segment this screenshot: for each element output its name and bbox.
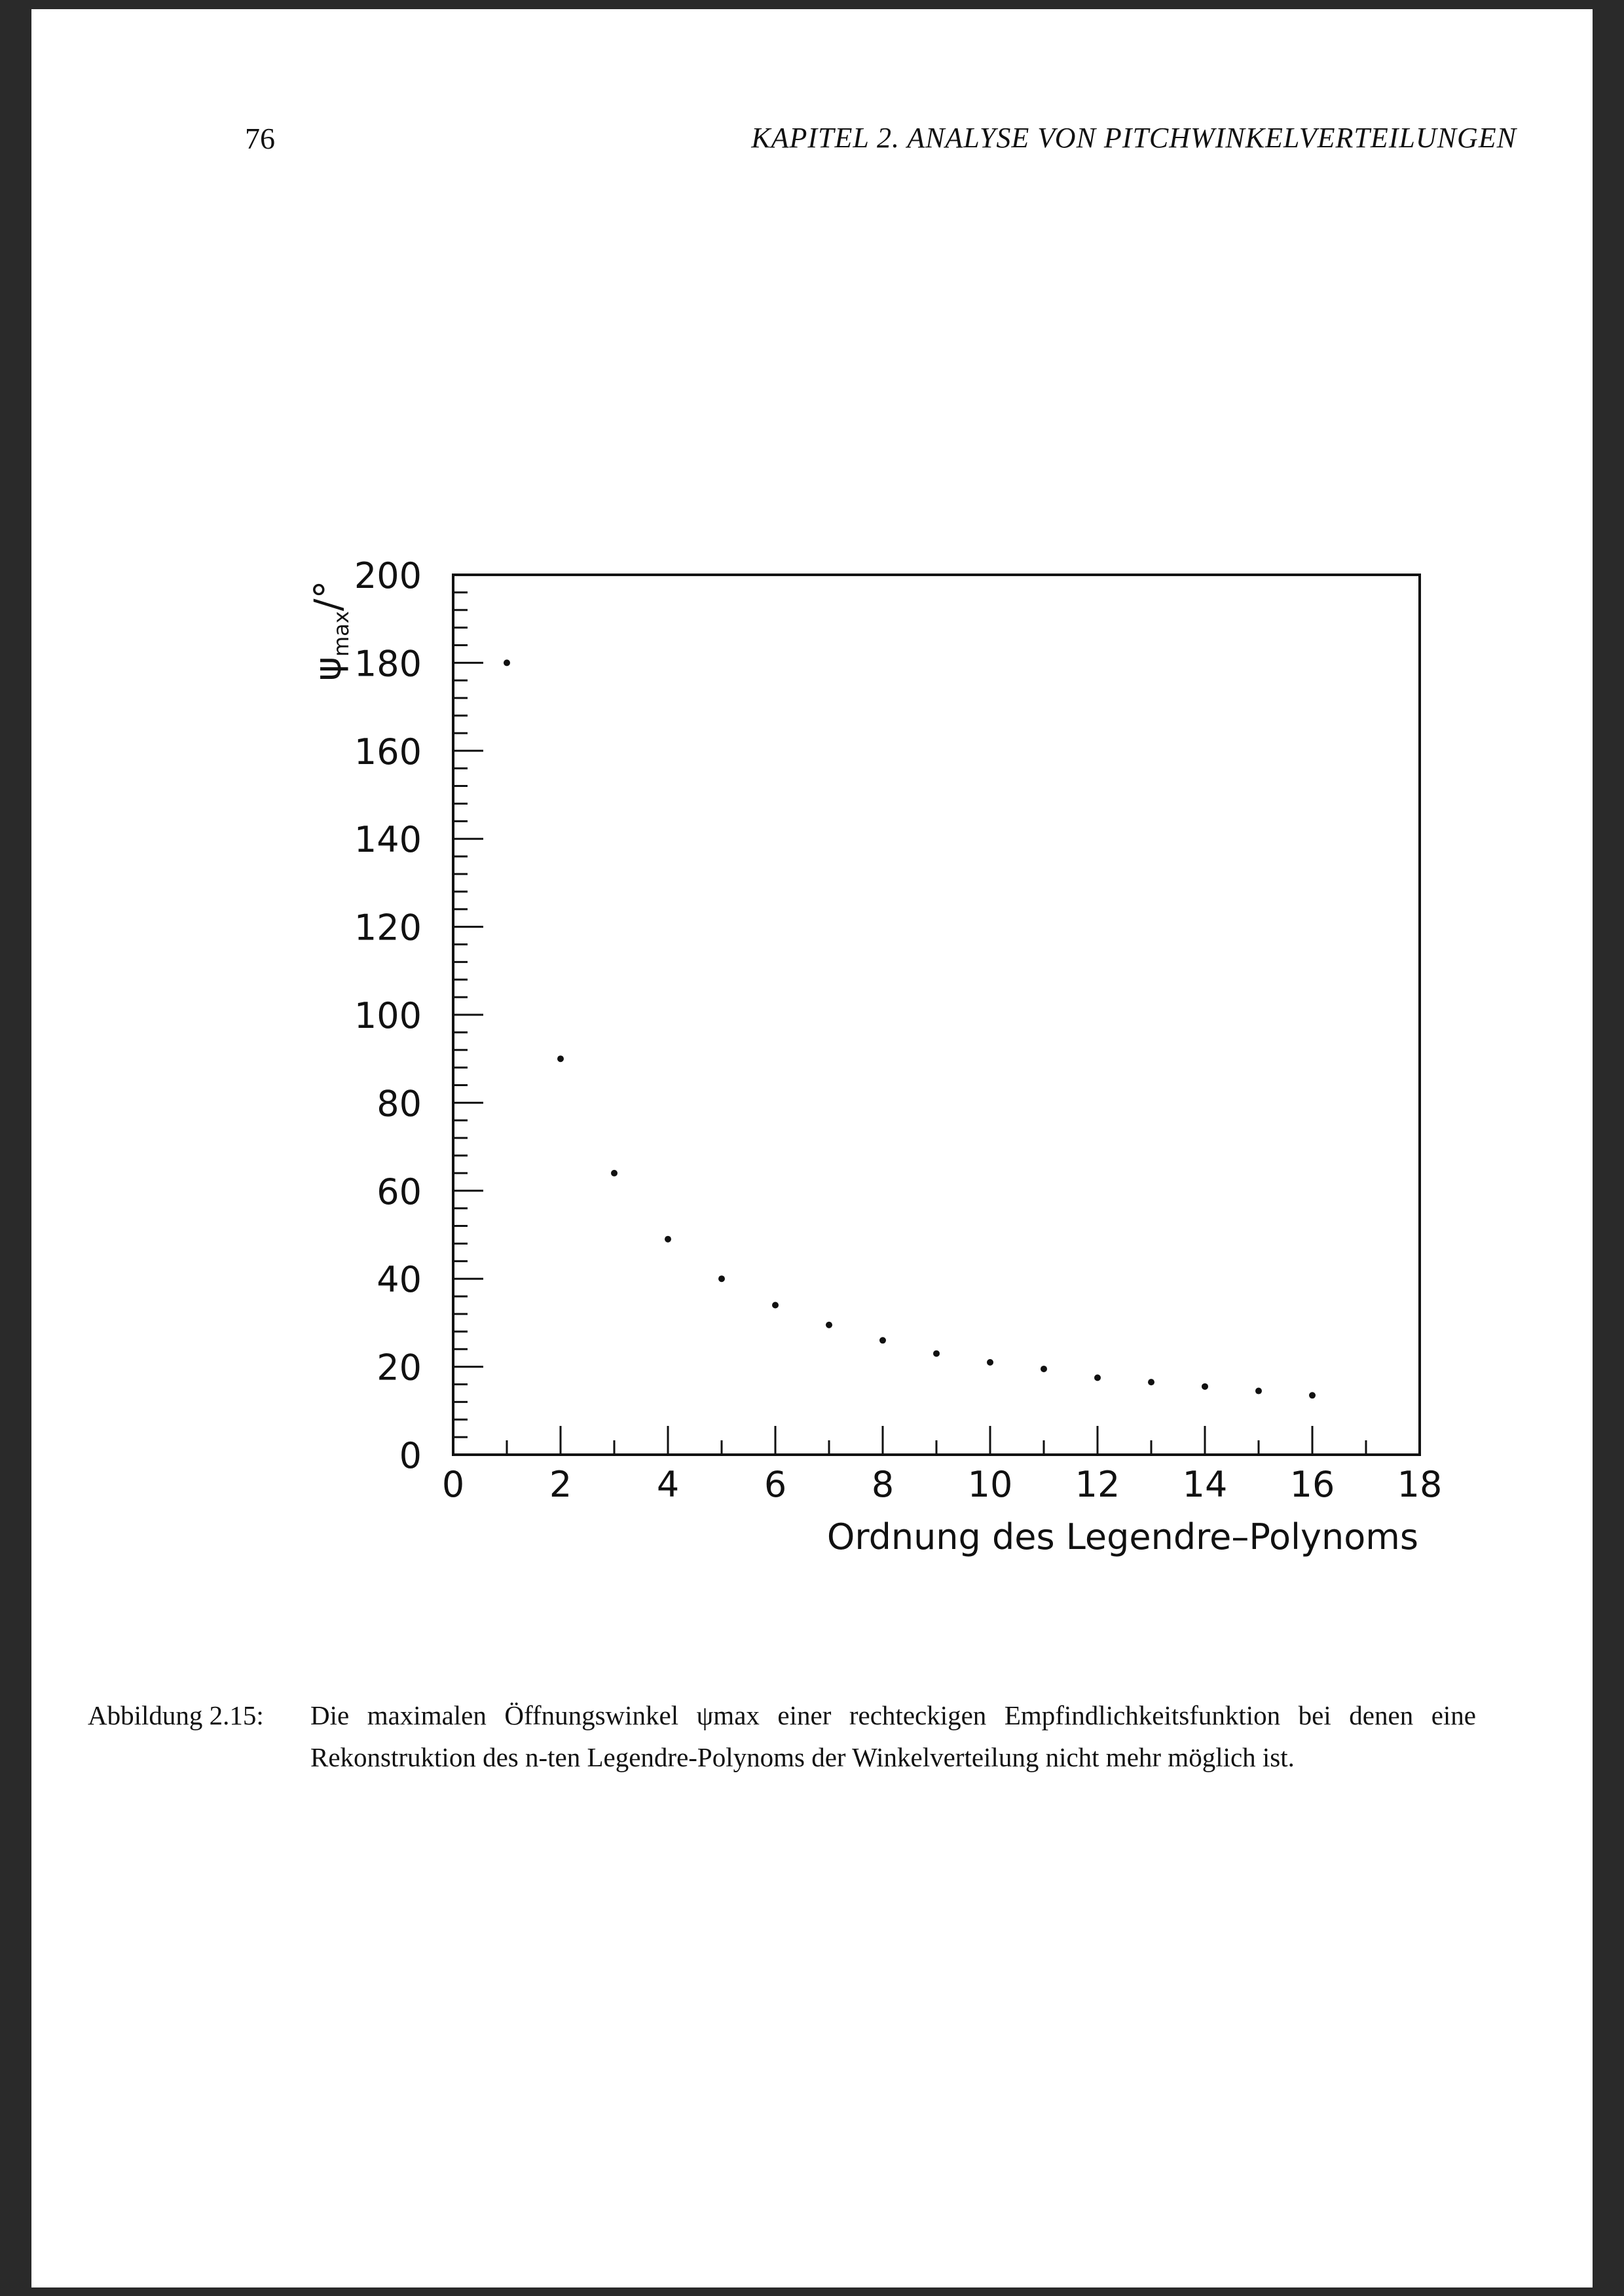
y-tick-label: 40	[377, 1259, 422, 1301]
x-tick-label: 0	[441, 1464, 465, 1505]
caption-text: Die maximalen Öffnungswinkel ψmax einer rechteckigen Empfindlichkeitsfunktion bei denen eine Rekonstruktion des n-ten Legendre-Polynoms der Winkelverteilung nicht mehr möglich ist.	[310, 1700, 1476, 1772]
y-tick-label: 60	[377, 1171, 422, 1212]
page-number: 76	[245, 122, 275, 155]
caption-label: Abbildung 2.15:	[88, 1700, 264, 1730]
data-point	[1309, 1392, 1316, 1398]
data-point	[665, 1236, 671, 1243]
y-tick-label: 200	[354, 555, 422, 596]
x-tick-label: 16	[1289, 1464, 1335, 1505]
y-tick-label: 140	[354, 819, 422, 861]
y-tick-label: 160	[354, 731, 422, 773]
data-point	[1094, 1374, 1101, 1381]
data-point	[987, 1359, 993, 1366]
x-tick-label: 4	[656, 1464, 680, 1505]
data-point	[933, 1350, 940, 1357]
data-point	[1202, 1383, 1208, 1390]
x-tick-label: 2	[549, 1464, 572, 1505]
y-axis-label: $\psi_{max}/^\circ$	[307, 580, 354, 681]
data-points	[504, 659, 1316, 1398]
y-tick-label: 80	[377, 1083, 422, 1125]
plot-frame	[453, 575, 1420, 1455]
data-point	[718, 1275, 725, 1282]
running-head: KAPITEL 2. ANALYSE VON PITCHWINKELVERTEILUNGEN	[751, 122, 1517, 154]
data-point	[879, 1337, 886, 1343]
x-tick-label: 8	[871, 1464, 895, 1505]
y-tick-label: 100	[354, 995, 422, 1036]
x-tick-label: 12	[1075, 1464, 1120, 1505]
y-axis-tick-labels	[354, 555, 422, 1476]
x-tick-label: 6	[764, 1464, 787, 1505]
y-tick-label: 180	[354, 643, 422, 685]
x-axis-ticks	[453, 1426, 1420, 1455]
y-tick-label: 120	[354, 907, 422, 949]
data-point	[504, 659, 510, 666]
data-point	[1255, 1388, 1262, 1394]
y-axis-ticks	[453, 575, 483, 1455]
data-point	[826, 1322, 832, 1328]
x-axis-label: Ordnung des Legendre–Polynoms	[826, 1516, 1418, 1558]
y-tick-label: 20	[377, 1347, 422, 1389]
x-tick-label: 10	[967, 1464, 1013, 1505]
data-point	[772, 1302, 779, 1309]
data-point	[1148, 1379, 1154, 1385]
x-tick-label: 18	[1397, 1464, 1443, 1505]
y-axis-label-group	[307, 580, 354, 681]
x-tick-label: 14	[1182, 1464, 1228, 1505]
data-point	[1041, 1366, 1047, 1372]
data-point	[557, 1055, 564, 1062]
y-tick-label: 0	[399, 1435, 422, 1476]
x-axis-tick-labels	[442, 1464, 1443, 1505]
data-point	[611, 1170, 618, 1176]
